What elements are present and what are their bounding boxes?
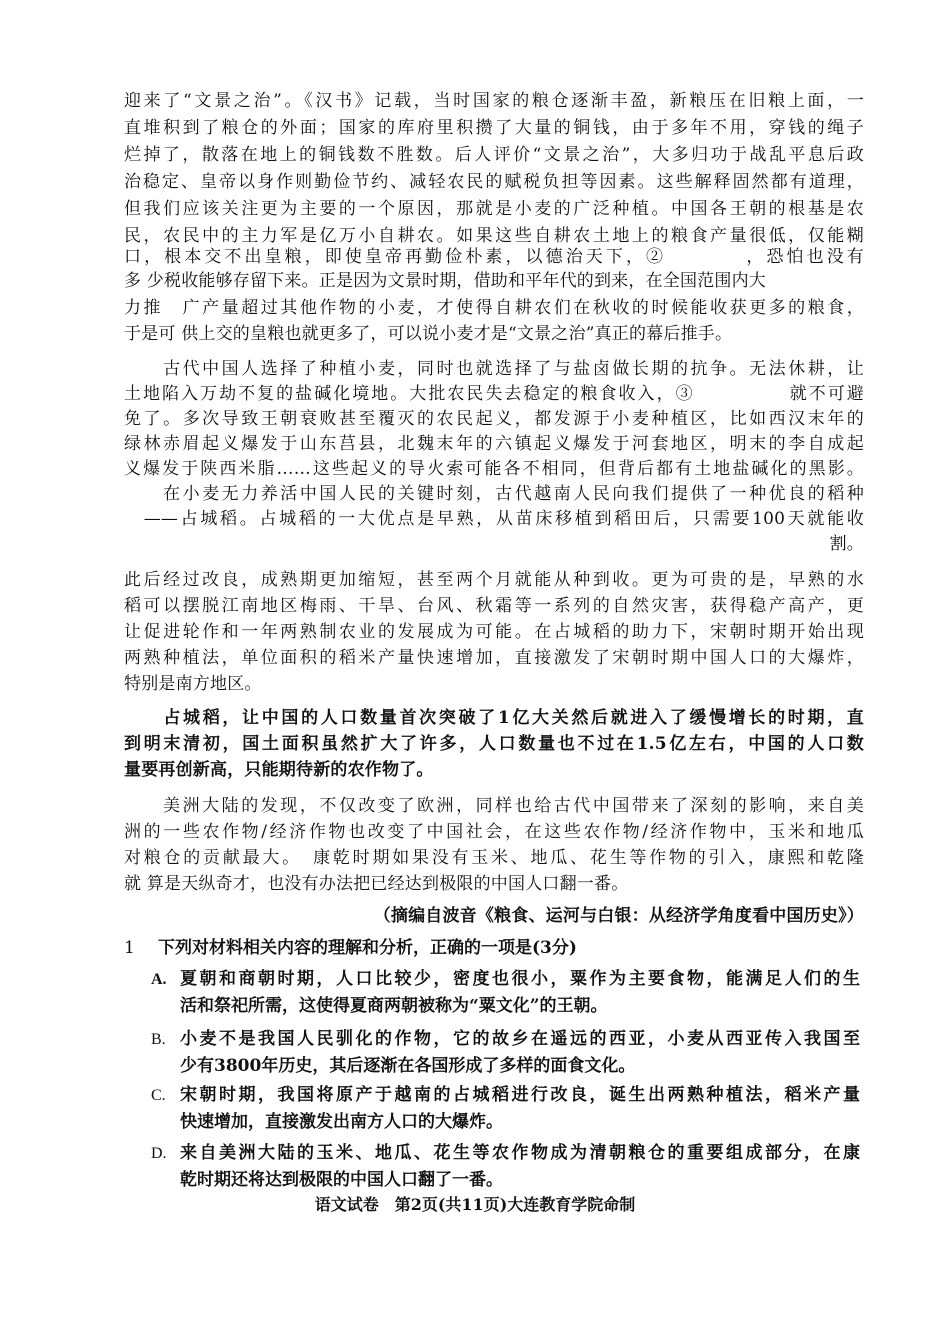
option-line: 来自美洲大陆的玉米、地瓜、花生等农作物成为清朝粮仓的重要组成部分，在康	[180, 1143, 860, 1163]
text-line: 治稳定、皇帝以身作则勤俭节约、减轻农民的赋税负担等因素。这些解释固然都有道理，	[124, 172, 864, 192]
text-line: 在小麦无力养活中国人民的关键时刻，古代越南人民向我们提供了一种优良的稻种	[124, 484, 864, 504]
option-line: 活和祭祀所需，这使得夏商两朝被称为“粟文化”的王朝。	[180, 996, 608, 1016]
text-line: 稻可以摆脱江南地区梅雨、干旱、台风、秋霜等一系列的自然灾害，获得稳产高产，更	[124, 596, 864, 616]
text-line: 到明末清初，国土面积虽然扩大了许多，人口数量也不过在1.5亿左右，中国的人口数	[124, 734, 864, 754]
text-line: 洲的一些农作物/经济作物也改变了中国社会，在这些农作物/经济作物中，玉米和地瓜	[124, 822, 864, 842]
text-line: 土地陷入万劫不复的盐碱化境地。大批农民失去稳定的粮食收入，③ 就不可避	[124, 384, 864, 404]
text-line: 多 少税收能够存留下来。正是因为文景时期，借助和平年代的到来，在全国范围内大	[124, 271, 767, 291]
text-line: 绿林赤眉起义爆发于山东莒县，北魏末年的六镇起义爆发于河套地区，明末的李自成起	[124, 434, 864, 454]
text-line: 口，根本交不出皇粮，即使皇帝再勤俭朴素，以德治天下，② ，恐怕也没有	[124, 247, 864, 267]
text-line: ——占城稻。占城稻的一大优点是早熟，从苗床移植到稻田后，只需要100天就能收	[124, 509, 864, 529]
option-line: 宋朝时期，我国将原产于越南的占城稻进行改良，诞生出两熟种植法，稻米产量	[180, 1085, 860, 1105]
option-line: 小麦不是我国人民驯化的作物，它的故乡在遥远的西亚，小麦从西亚传入我国至	[180, 1029, 860, 1049]
option-line: 少有3800年历史，其后逐渐在各国形成了多样的面食文化。	[180, 1056, 636, 1076]
text-line: 但我们应该关注更为主要的一个原因，那就是小麦的广泛种植。中国各王朝的根基是农	[124, 199, 864, 219]
question-number: 1	[124, 938, 135, 958]
text-line: 力推 广产量超过其他作物的小麦，才使得自耕农们在秋收的时候能收获更多的粮食，	[124, 298, 864, 318]
text-line: 对粮仓的贡献最大。 康乾时期如果没有玉米、地瓜、花生等作物的引入，康熙和乾隆	[124, 848, 864, 868]
option-line: 快速增加，直接激发出南方人口的大爆炸。	[180, 1112, 503, 1132]
question-stem: 下列对材料相关内容的理解和分析，正确的一项是(3分)	[158, 938, 577, 958]
source-citation: （摘编自波音《粮食、运河与白银：从经济学角度看中国历史》）	[373, 906, 864, 926]
text-line: 美洲大陆的发现，不仅改变了欧洲，同样也给古代中国带来了深刻的影响，来自美	[124, 796, 864, 816]
option-text	[180, 1082, 860, 1136]
text-line: 于是可 供上交的皇粮也就更多了，可以说小麦才是“文景之治”真正的幕后推手。	[124, 324, 733, 344]
text-line: 古代中国人选择了种植小麦，同时也就选择了与盐卤做长期的抗争。无法休耕，让	[124, 359, 864, 379]
text-line: 义爆发于陕西米脂……这些起义的导火索可能各不相同，但背后都有土地盐碱化的黑影。	[124, 459, 864, 479]
text-line: 量要再创新高，只能期待新的农作物了。	[124, 760, 434, 780]
option-line: 乾时期还将达到极限的中国人口翻了一番。	[180, 1170, 503, 1190]
option-line: 夏朝和商朝时期，人口比较少，密度也很小，粟作为主要食物，能满足人们的生	[180, 969, 860, 989]
text-line: 此后经过改良，成熟期更加缩短，甚至两个月就能从种到收。更为可贵的是，早熟的水	[124, 570, 864, 590]
text-line: 割。	[829, 534, 864, 554]
option-text	[180, 1026, 860, 1080]
text-line: 烂掉了，散落在地上的铜钱数不胜数。后人评价“文景之治”，大多归功于战乱平息后政	[124, 145, 864, 165]
option-label: C.	[151, 1087, 166, 1104]
option-label: A.	[151, 971, 167, 988]
option-text	[180, 966, 860, 1020]
text-line: 直堆积到了粮仓的外面；国家的库府里积攒了大量的铜钱，由于多年不用，穿钱的绳子	[124, 118, 864, 138]
page-footer: 语文试卷 第2页(共11页)大连教育学院命制	[314, 1195, 636, 1214]
text-line: 占城稻，让中国的人口数量首次突破了1亿大关然后就进入了缓慢增长的时期，直	[124, 708, 864, 728]
option-label: D.	[151, 1145, 167, 1162]
text-line: 民，农民中的主力军是亿万小自耕农。如果这些自耕农土地上的粮食产量很低，仅能糊	[124, 226, 864, 246]
text-line: 免了。多次导致王朝衰败甚至覆灭的农民起义，都发源于小麦种植区，比如西汉末年的	[124, 409, 864, 429]
option-text	[180, 1140, 860, 1194]
text-line: 就 算是天纵奇才，也没有办法把已经达到极限的中国人口翻一番。	[124, 874, 629, 894]
text-line: 让促进轮作和一年两熟制农业的发展成为可能。在占城稻的助力下，宋朝时期开始出现	[124, 622, 864, 642]
text-line: 两熟种植法，单位面积的稻米产量快速增加，直接激发了宋朝时期中国人口的大爆炸，	[124, 648, 864, 668]
text-line: 迎来了“文景之治”。《汉书》记载，当时国家的粮仓逐渐丰盈，新粮压在旧粮上面，一	[124, 91, 864, 111]
option-label: B.	[151, 1031, 166, 1048]
text-line: 特别是南方地区。	[124, 674, 262, 694]
